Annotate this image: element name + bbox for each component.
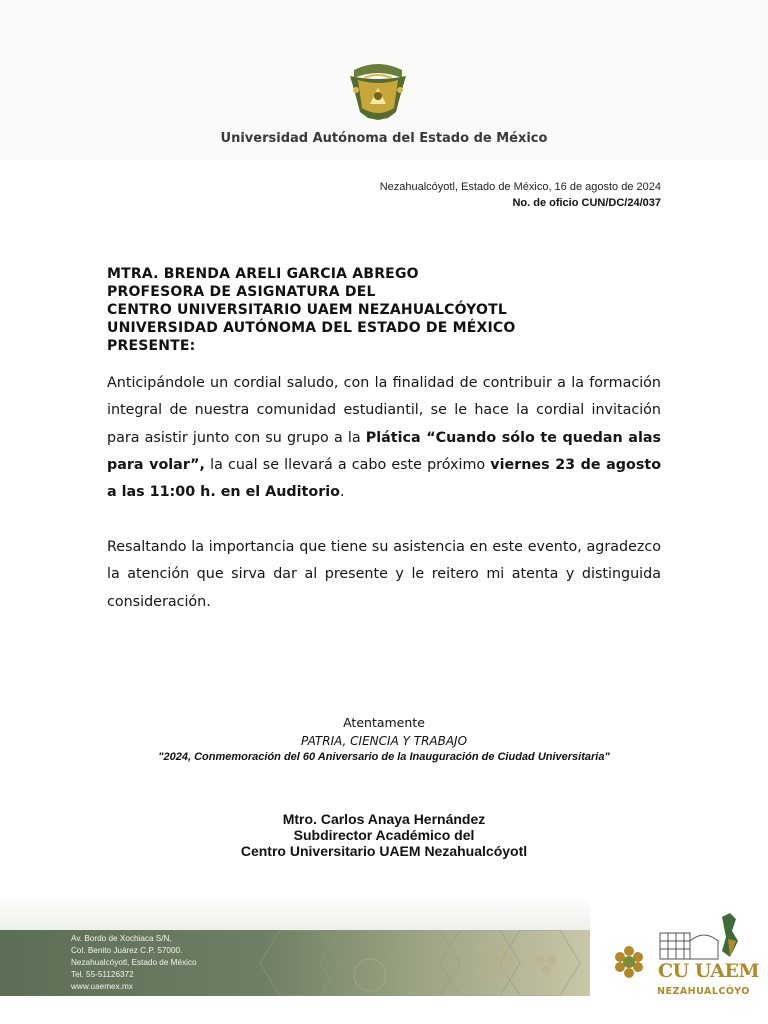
recipient-line: UNIVERSIDAD AUTÓNOMA DEL ESTADO DE MÉXICO	[107, 320, 516, 336]
uaemex-crest-icon	[346, 56, 410, 122]
cu-uaem-logo-text: CU UAEM	[658, 960, 760, 982]
closing-year-legend: "2024, Conmemoración del 60 Aniversario de la Inauguración de Ciudad Universitaria"	[158, 751, 610, 763]
closing-motto: PATRIA, CIENCIA Y TRABAJO	[300, 734, 468, 748]
cu-uaem-logo-subtitle: NEZAHUALCÓYO	[657, 986, 750, 997]
cu-uaem-building-icon	[656, 911, 746, 967]
phone-line: Tel. 55-51126372	[71, 970, 134, 979]
body-text: Anticipándole un cordial saludo, con la finalidad de contribuir a la formación integral de nuestra comunidad estudiantil, se le hace la cordial invitación para asistir junto con su grupo a la	[107, 375, 661, 446]
body-text: .	[339, 484, 345, 501]
place-date: Nezahualcóyotl, Estado de México, 16 de agosto de 2024	[379, 181, 661, 193]
signature-title: Subdirector Académico del	[293, 827, 475, 843]
website-line: www.uaemex.mx	[71, 982, 133, 991]
oficio-number: No. de oficio CUN/DC/24/037	[512, 197, 661, 209]
closing-atentamente: Atentamente	[343, 715, 425, 730]
recipient-line: PRESENTE:	[107, 338, 196, 354]
body-paragraph-1	[107, 370, 661, 506]
event-datetime: viernes 23 de agosto a las 11:00 h. en el Auditorio	[107, 456, 662, 501]
footer-address	[71, 933, 197, 993]
address-line: Nezahualcóyotl, Estado de México	[71, 958, 197, 967]
recipient-line: PROFESORA DE ASIGNATURA DEL	[107, 284, 376, 300]
body-text: la cual se llevará a cabo este próximo	[204, 456, 491, 473]
recipient-line: MTRA. BRENDA ARELI GARCIA ABREGO	[107, 266, 419, 282]
signature-block	[0, 811, 768, 859]
footer-fade	[0, 895, 590, 930]
recipient-block	[107, 265, 515, 355]
signature-name: Mtro. Carlos Anaya Hernández	[282, 811, 486, 827]
honeycomb-icon	[612, 945, 646, 979]
body-paragraph-2: Resaltando la importancia que tiene su asistencia en este evento, agradezco la atención que sirva dar al presente y le reitero mi atenta y distinguida consideración.	[107, 539, 661, 610]
institution-name: Universidad Autónoma del Estado de México	[220, 131, 548, 146]
signature-institution: Centro Universitario UAEM Nezahualcóyotl	[240, 843, 528, 859]
recipient-line: CENTRO UNIVERSITARIO UAEM NEZAHUALCÓYOTL	[107, 302, 507, 318]
address-line: Av. Bordo de Xochiaca S/N,	[71, 934, 172, 943]
address-line: Col. Benito Juárez C.P. 57000.	[71, 946, 183, 955]
event-title: Plática “Cuando sólo te quedan alas para volar”,	[107, 429, 661, 473]
